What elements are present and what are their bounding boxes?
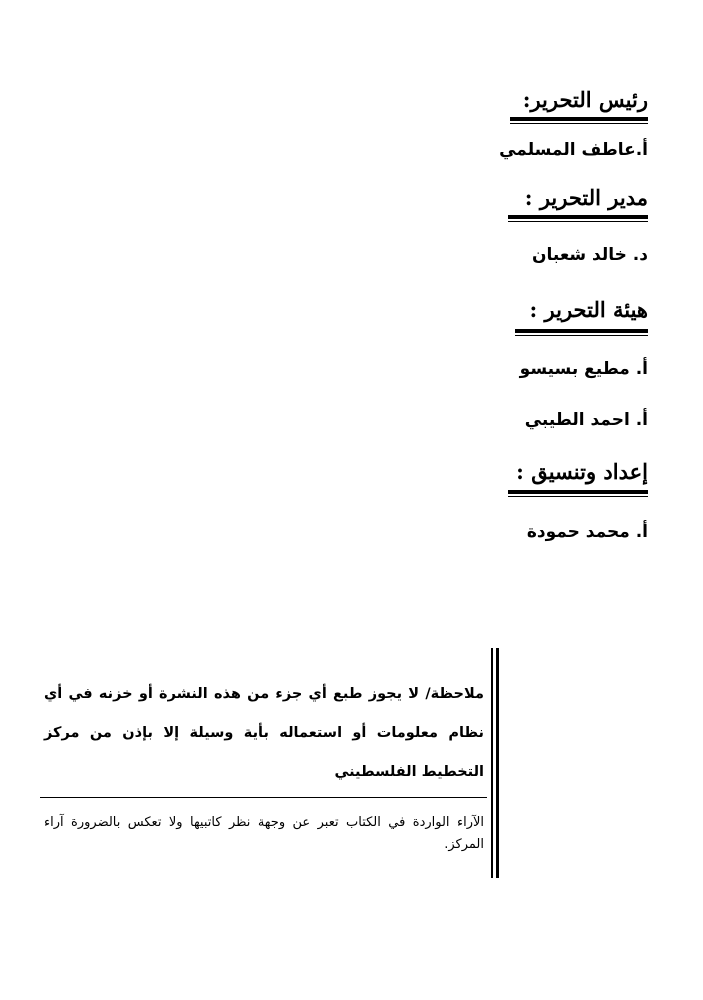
editor-in-chief-name: أ.عاطف المسلمي [499, 140, 648, 160]
preparation-name-wrap [498, 520, 648, 544]
editorial-board-member-1: أ. مطيع بسيسو [519, 359, 648, 379]
editor-in-chief-section [498, 86, 648, 114]
editorial-board-heading: هيئة التحرير : [529, 297, 648, 322]
managing-editor-heading: مدير التحرير : [524, 185, 648, 210]
copyright-note: ملاحظة/ لا يجوز طبع أي جزء من هذه النشرة أو خزنه في أي نظام معلومات أو استعماله بأية وسيلة إلا بإذن من مركز التخطيط الفلسطيني [44, 686, 484, 780]
editorial-board-member-2: أ. احمد الطيبي [524, 410, 648, 430]
opinion-disclaimer: الآراء الواردة في الكتاب تعبر عن وجهة نظر كاتبيها ولا تعكس بالضرورة آراء المركز. [44, 815, 484, 852]
preparation-name: أ. محمد حمودة [526, 522, 648, 542]
editor-in-chief-heading: رئيس التحرير: [522, 87, 648, 112]
heading-underline [510, 117, 648, 124]
editor-in-chief-name-wrap [498, 138, 648, 162]
managing-editor-name: د. خالد شعبان [531, 245, 648, 265]
managing-editor-section [498, 184, 648, 212]
heading-underline [515, 329, 648, 336]
preparation-section [498, 458, 648, 486]
editorial-board-member-1-wrap [498, 357, 648, 381]
preparation-heading: إعداد وتنسيق : [516, 459, 648, 484]
editorial-board-member-2-wrap [498, 408, 648, 432]
managing-editor-name-wrap [498, 243, 648, 267]
notice-vertical-bar-inner [496, 648, 499, 878]
heading-underline [508, 215, 648, 222]
editorial-board-section [498, 296, 648, 324]
notice-vertical-bar [491, 648, 493, 878]
heading-underline [508, 490, 648, 497]
note-divider [40, 797, 487, 798]
